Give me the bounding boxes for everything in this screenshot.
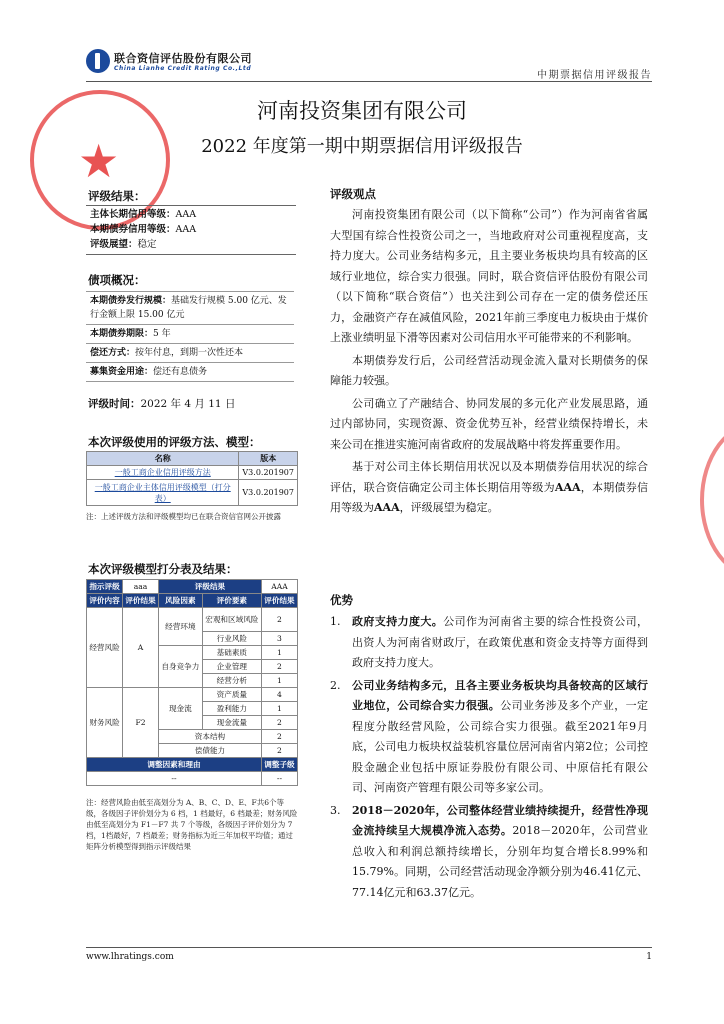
score-col-element-result: 评价结果 — [261, 594, 297, 608]
debt-rating: 本期债券信用等级：AAA — [90, 224, 197, 235]
advantage-text-3: 2018－2020年，公司营业总收入和利润总额持续增长，分别年均复合增长8.99%和15.79%。同期，公司经营活动现金净额分别为46.41亿元、77.14亿元和63.37亿元。 — [352, 824, 649, 899]
footer-url[interactable]: www.lhratings.com — [86, 952, 174, 962]
indicative-rating-label: 指示评级 — [87, 580, 123, 594]
company-name-cn: 联合资信评估股份有限公司 — [114, 52, 252, 65]
advantage-num-3: 3. — [330, 803, 341, 817]
element-basic-quality: 基础素质 — [202, 646, 261, 660]
element-management: 企业管理 — [202, 660, 261, 674]
table-row — [87, 466, 298, 480]
operating-risk-result: A — [123, 608, 159, 688]
table-row — [87, 772, 298, 786]
method-version-1: V3.0.201907 — [239, 466, 298, 480]
element-debt-capacity: 偿债能力 — [159, 744, 262, 758]
rating-rule-top — [86, 205, 296, 206]
adjust-factors-label: 调整因素和理由 — [87, 758, 262, 772]
score-debt-capacity: 2 — [261, 744, 297, 758]
opinion-paragraph-1: 河南投资集团有限公司（以下简称“公司”）作为河南省省属大型国有综合性投资公司之一，当地政府对公司重视程度高，支持力度大。公司业务结构多元，且主要业务板块均具有较高的区域行业地位，综合实力很强。同时，联合资信评估股份有限公司（以下简称“联合资信”）也关注到公司存在一定的债务偿还压力，金融资产存在减值风险，2021年前三季度电力板块由于煤价上涨业绩明显下滑等因素对公司信用水平可能带来的不利影响。 — [330, 208, 648, 344]
list-item — [330, 612, 648, 674]
operating-risk-label: 经营风险 — [87, 608, 123, 688]
advantage-text-1: 公司作为河南省主要的综合性投资公司，出资人为河南省财政厅，在政策优惠和资金支持等方面得到政府支持力度大。 — [352, 615, 649, 669]
method-col-version: 版本 — [239, 452, 298, 466]
opinion-paragraph-3: 公司确立了产融结合、协同发展的多元化产业发展思路，通过内部协同，实现资源、资金优势互补，经营业绩保持增长，未来公司在推进实施河南省政府的发展战略中将发挥重要作用。 — [330, 396, 648, 451]
adjust-sublevel-value: -- — [261, 772, 297, 786]
score-operation-analysis: 1 — [261, 674, 297, 688]
element-profitability: 盈利能力 — [202, 702, 261, 716]
score-basic-quality: 1 — [261, 646, 297, 660]
score-table-heading: 本次评级模型打分表及结果： — [88, 562, 238, 576]
method-table — [86, 451, 298, 506]
element-asset-quality: 资产质量 — [202, 688, 261, 702]
score-capital-structure: 2 — [261, 730, 297, 744]
score-macro-risk: 2 — [261, 608, 297, 632]
advantage-heading: 优势 — [330, 593, 353, 607]
element-operation-analysis: 经营分析 — [202, 674, 261, 688]
score-asset-quality: 4 — [261, 688, 297, 702]
factor-environment: 经营环境 — [159, 608, 203, 646]
element-macro-risk: 宏观和区域风险 — [202, 608, 261, 632]
opinion-heading: 评级观点 — [330, 187, 376, 201]
bond-row-size: 本期债券发行规模：基础发行规模 5.00 亿元、发行金额上限 15.00 亿元 — [86, 291, 294, 325]
header-divider — [86, 81, 652, 82]
element-industry-risk: 行业风险 — [202, 632, 261, 646]
rating-result-heading: 评级结果： — [88, 189, 146, 203]
rating-outlook: 评级展望：稳定 — [90, 239, 157, 250]
element-capital-structure: 资本结构 — [159, 730, 262, 744]
rating-time: 评级时间：2022 年 4 月 11 日 — [88, 398, 236, 410]
score-col-factor: 风险因素 — [159, 594, 203, 608]
score-management: 2 — [261, 660, 297, 674]
advantage-bold-3: 2018－2020年，公司整体经营业绩持续提升，经营性净现金流持续呈大规模净流入态势。 — [352, 803, 648, 837]
factor-cashflow: 现金流 — [159, 688, 203, 730]
method-link-2[interactable]: 一般工商企业主体信用评级模型（打分表） — [94, 482, 231, 503]
score-table — [86, 579, 298, 786]
score-profitability: 1 — [261, 702, 297, 716]
bond-row-term: 本期债券期限：5 年 — [86, 325, 294, 344]
score-table-note: 注：经营风险由低至高划分为 A、B、C、D、E、F共6个等级，各级因子评价划分为 6 档，1 档最好，6 档最差；财务风险由低至高划分为 F1－F7 共 7 个等级，各级因子评价划分为 7 档，1档最好，7 档最差；财务指标为近三年加权平均值；通过矩阵分析模型得到指示评级结果 — [86, 798, 298, 851]
opinion-paragraph-2: 本期债券发行后，公司经营活动现金流入量对长期债务的保障能力较强。 — [330, 353, 648, 387]
score-cashflow-amount: 2 — [261, 716, 297, 730]
list-item — [330, 801, 648, 904]
bond-row-repayment: 偿还方式：按年付息，到期一次性还本 — [86, 344, 294, 363]
adjust-sublevel-label: 调整子级 — [261, 758, 297, 772]
list-item — [330, 676, 648, 799]
method-col-name: 名称 — [87, 452, 239, 466]
advantage-text-2: 公司业务涉及多个产业，一定程度分散经营风险，公司综合实力很强。截至2021年9月底，公司电力板块权益装机容量位居河南省内第2位；公司控股金融企业包括中原证券股份有限公司、中原信托有限公司、河南资产管理有限公司等多家公司。 — [352, 699, 649, 794]
bond-overview-list — [86, 291, 294, 382]
method-link-1[interactable]: 一般工商企业信用评级方法 — [114, 468, 211, 477]
adjust-factors-value: -- — [87, 772, 262, 786]
page-number: 1 — [646, 952, 652, 962]
partial-seal-stamp-right — [700, 420, 724, 580]
factor-competitiveness: 自身竞争力 — [159, 646, 203, 688]
advantage-num-1: 1. — [330, 615, 341, 628]
opinion-body — [330, 205, 648, 519]
header-report-type: 中期票据信用评级报告 — [537, 70, 652, 81]
table-row — [87, 688, 298, 702]
score-col-result: 评价结果 — [123, 594, 159, 608]
advantage-list — [330, 612, 648, 903]
element-cashflow-amount: 现金流量 — [202, 716, 261, 730]
report-title-line2: 2022 年度第一期中期票据信用评级报告 — [201, 136, 523, 157]
issuer-rating: 主体长期信用等级：AAA — [90, 209, 197, 220]
method-version-2: V3.0.201907 — [239, 480, 298, 506]
footer-divider — [86, 947, 652, 948]
score-col-element: 评价要素 — [202, 594, 261, 608]
score-industry-risk: 3 — [261, 632, 297, 646]
bond-overview-heading: 债项概况： — [88, 273, 146, 287]
financial-risk-label: 财务风险 — [87, 688, 123, 758]
table-row — [87, 608, 298, 632]
table-row — [87, 480, 298, 506]
financial-risk-result: F2 — [123, 688, 159, 758]
advantage-bold-1: 政府支持力度大。 — [352, 615, 444, 628]
indicative-rating-value: aaa — [123, 580, 159, 594]
opinion-paragraph-4: 基于对公司主体长期信用状况以及本期债券信用状况的综合评估，联合资信确定公司主体长期信用等级为AAA，本期债券信用等级为AAA，评级展望为稳定。 — [330, 460, 649, 514]
score-col-content: 评价内容 — [87, 594, 123, 608]
report-title-line1: 河南投资集团有限公司 — [257, 99, 467, 123]
bond-row-use-of-funds: 募集资金用途：偿还有息债务 — [86, 363, 294, 382]
company-name-en: China Lianhe Credit Rating Co.,Ltd — [114, 65, 252, 72]
seal-star-icon: ★ — [78, 134, 120, 188]
final-rating-label: 评级结果 — [159, 580, 262, 594]
method-table-note: 注：上述评级方法和评级模型均已在联合资信官网公开披露 — [86, 512, 281, 521]
advantage-bold-2: 公司业务结构多元，且各主要业务板块均具备较高的区域行业地位，公司综合实力很强。 — [352, 678, 648, 712]
rating-rule-bottom — [86, 254, 296, 255]
advantage-num-2: 2. — [330, 678, 341, 692]
company-logo-icon — [86, 49, 110, 73]
method-table-heading: 本次评级使用的评级方法、模型： — [88, 435, 261, 449]
final-rating-value: AAA — [261, 580, 297, 594]
